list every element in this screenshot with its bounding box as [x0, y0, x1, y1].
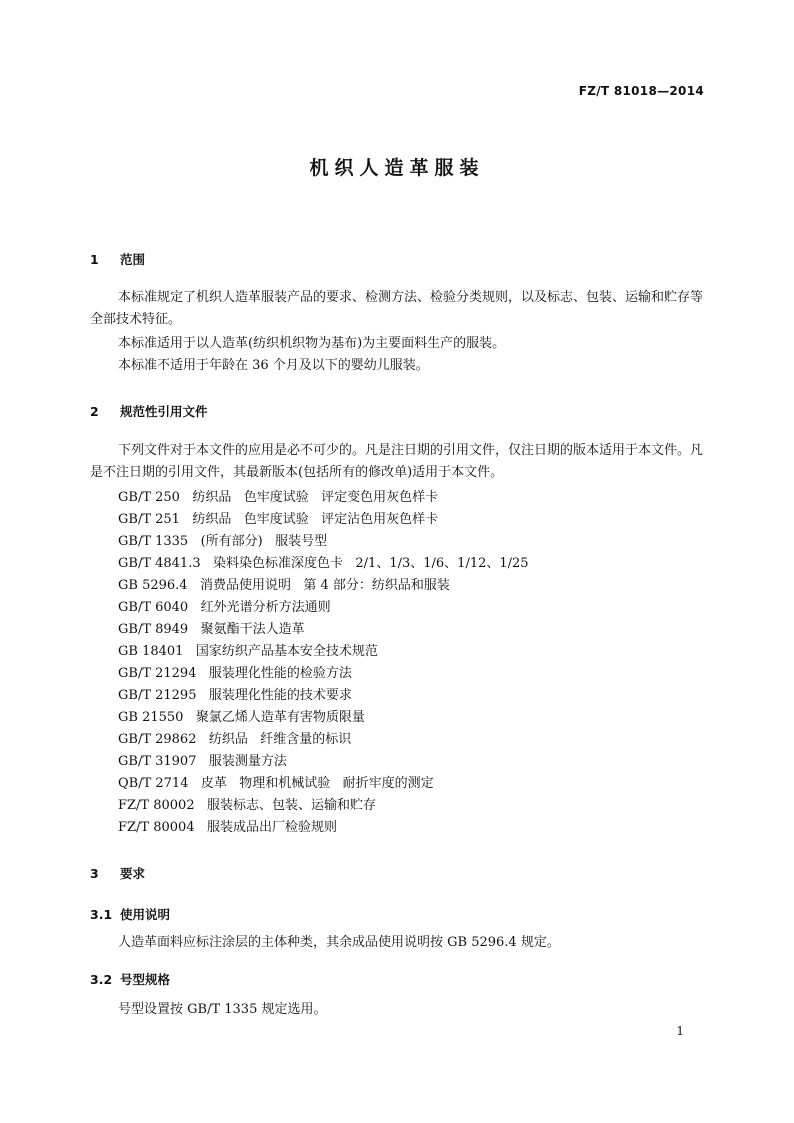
- reference-item: GB/T 29862 纺织品 纤维含量的标识: [118, 732, 352, 747]
- reference-item: GB/T 251 纺织品 色牢度试验 评定沾色用灰色样卡: [118, 512, 439, 527]
- section-title: 范围: [120, 252, 146, 267]
- section-number: 3.2: [90, 972, 113, 987]
- reference-item: GB/T 250 纺织品 色牢度试验 评定变色用灰色样卡: [118, 490, 439, 505]
- section-title: 规范性引用文件: [120, 404, 208, 419]
- usage-instructions-paragraph: 人造革面料应标注涂层的主体种类，其余成品使用说明按 GB 5296.4 规定。: [118, 935, 560, 950]
- section-number: 3.1: [90, 907, 113, 922]
- reference-item: FZ/T 80004 服装成品出厂检验规则: [118, 820, 337, 835]
- reference-item: GB 5296.4 消费品使用说明 第 4 部分：纺织品和服装: [118, 578, 450, 593]
- section-number: 2: [90, 404, 99, 419]
- reference-item: GB/T 8949 聚氨酯干法人造革: [118, 622, 305, 637]
- reference-item: GB/T 1335 (所有部分) 服装号型: [118, 534, 328, 549]
- section-title: 要求: [120, 866, 146, 881]
- section-heading-scope: [90, 250, 145, 268]
- size-spec-paragraph: 号型设置按 GB/T 1335 规定选用。: [118, 1002, 327, 1017]
- section-title: 号型规格: [120, 972, 171, 987]
- section-title: 使用说明: [120, 907, 171, 922]
- page-number: 1: [676, 1024, 684, 1038]
- reference-item: GB/T 21295 服装理化性能的技术要求: [118, 688, 352, 703]
- scope-paragraph-3: 本标准不适用于年龄在 36 个月及以下的婴幼儿服装。: [118, 358, 429, 373]
- reference-item: GB/T 31907 服装测量方法: [118, 754, 287, 769]
- reference-item: QB/T 2714 皮革 物理和机械试验 耐折牢度的测定: [118, 776, 434, 791]
- reference-item: GB/T 21294 服装理化性能的检验方法: [118, 666, 352, 681]
- normative-intro-paragraph: 下列文件对于本文件的应用是必不可少的。凡是注日期的引用文件，仅注日期的版本适用于本文件。凡是不注日期的引用文件，其最新版本(包括所有的修改单)适用于本文件。: [90, 443, 704, 480]
- section-heading-normative-references: [90, 402, 208, 420]
- reference-item: FZ/T 80002 服装标志、包装、运输和贮存: [118, 798, 376, 813]
- reference-item: GB/T 4841.3 染料染色标准深度色卡 2/1、1/3、1/6、1/12、1/25: [118, 556, 529, 571]
- reference-item: GB 18401 国家纺织产品基本安全技术规范: [118, 644, 378, 659]
- subsection-heading-size-spec: [90, 970, 170, 988]
- section-number: 3: [90, 866, 99, 881]
- reference-item: GB/T 6040 红外光谱分析方法通则: [118, 600, 331, 615]
- standard-code-header: FZ/T 81018—2014: [578, 84, 704, 98]
- scope-paragraph-1: 本标准规定了机织人造革服装产品的要求、检测方法、检验分类规则，以及标志、包装、运输和贮存等全部技术特征。: [90, 290, 704, 327]
- scope-paragraph-2: 本标准适用于以人造革(纺织机织物为基布)为主要面料生产的服装。: [118, 336, 506, 351]
- section-heading-requirements: [90, 864, 145, 882]
- subsection-heading-usage-instructions: [90, 905, 170, 923]
- section-number: 1: [90, 252, 99, 267]
- document-title: 机织人造革服装: [309, 157, 485, 179]
- reference-item: GB 21550 聚氯乙烯人造革有害物质限量: [118, 710, 365, 725]
